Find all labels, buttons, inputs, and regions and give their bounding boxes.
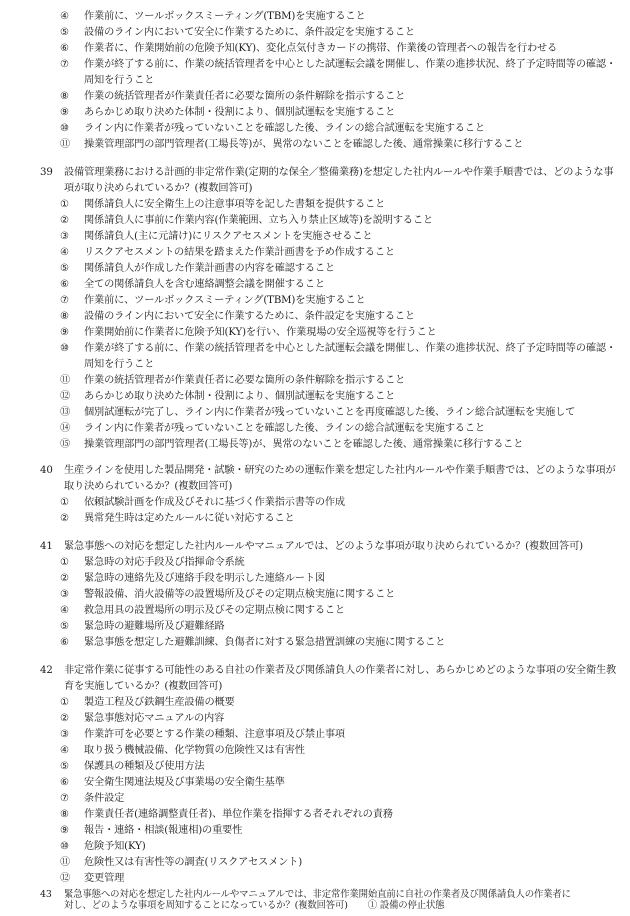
list-item: ⑦ 作業が終了する前に、作業の統括管理者を中心とした試運転会議を開催し、作業の進捗状況、終了予定時間等の確認・ xyxy=(60,59,616,70)
list-item: ⑩ 作業が終了する前に、作業の統括管理者を中心とした試運転会議を開催し、作業の進捗状況、終了予定時間等の確認・ xyxy=(60,343,616,354)
list-item: ⑫ 変更管理 xyxy=(60,873,125,884)
question-39: 39 設備管理業務における計画的非定常作業(定期的な保全／整備業務)を想定した社内ルールや作業手順書では、どのような事 xyxy=(40,167,614,178)
list-item: ① 設備の停止状態 xyxy=(367,900,445,911)
list-item: ⑫ あらかじめ取り決めた体制・役割により、個別試運転を実施すること xyxy=(60,391,396,402)
list-item: ⑪ 危険性又は有害性等の調査(リスクアセスメント) xyxy=(60,857,303,868)
list-item: ⑥ 全ての関係請負人を含む連絡調整会議を開催すること xyxy=(60,279,325,290)
list-item: ⑩ 危険予知(KY) xyxy=(60,841,146,852)
question-40: 40 生産ラインを使用した製品開発・試験・研究のための運転作業を想定した社内ルールや作業手順書では、どのような事項が xyxy=(40,465,616,476)
list-item: ⑩ ライン内に作業者が残っていないことを確認した後、ラインの総合試運転を実施すること xyxy=(60,123,485,134)
list-item: ③ 作業許可を必要とする作業の種類、注意事項及び禁止事項 xyxy=(60,729,345,740)
list-item: ④ 救急用具の設置場所の明示及びその定期点検に関すること xyxy=(60,605,345,616)
list-item: ⑨ 報告・連絡・相談(報連相)の重要性 xyxy=(60,825,243,836)
list-item: ⑤ 保護具の種類及び使用方法 xyxy=(60,761,205,772)
list-item: ① 依頼試験計画を作成及びそれに基づく作業指示書等の作成 xyxy=(60,497,345,508)
list-item-continuation: 周知を行うこと xyxy=(84,359,155,370)
question-42: 42 非定常作業に従事する可能性のある自社の作業者及び関係請負人の作業者に対し、あらかじめどのような事項の安全衛生教 xyxy=(40,665,617,676)
question-43-continuation: 対し、どのような事項を周知することになっているか？(複数回答可) ① 設備の停止状態 xyxy=(64,900,445,911)
list-item: ④ リスクアセスメントの結果を踏まえた作業計画書を予め作成すること xyxy=(60,247,395,258)
list-item: ② 異常発生時は定めたルールに従い対応すること xyxy=(60,513,295,524)
list-item: ⑨ あらかじめ取り決めた体制・役割により、個別試運転を実施すること xyxy=(60,107,396,118)
question-43: 43 緊急事態への対応を想定した社内ルールやマニュアルでは、非定常作業開始直前に自社の作業者及び関係請負人の作業者に xyxy=(40,889,571,900)
list-item: ⑦ 作業前に、ツールボックスミーティング(TBM)を実施すること xyxy=(60,295,366,306)
list-item: ⑥ 作業者に、作業開始前の危険予知(KY)、変化点気付きカードの携帯、作業後の管理者への報告を行わせる xyxy=(60,43,558,54)
list-item: ⑤ 緊急時の避難場所及び避難経路 xyxy=(60,621,225,632)
question-39-continuation: 項が取り決められているか？(複数回答可) xyxy=(64,183,253,194)
list-item: ③ 警報設備、消火設備等の設置場所及びその定期点検実施に関すること xyxy=(60,589,396,600)
list-item: ① 緊急時の対応手段及び指揮命令系統 xyxy=(60,557,245,568)
list-item: ⑪ 操業管理部門の部門管理者(工場長等)が、異常のないことを確認した後、通常操業に移行すること xyxy=(60,139,524,150)
question-40-continuation: 取り決められているか？(複数回答可) xyxy=(64,481,233,492)
list-item: ② 関係請負人に事前に作業内容(作業範囲、立ち入り禁止区域等)を説明すること xyxy=(60,215,433,226)
list-item: ③ 関係請負人(主に元請け)にリスクアセスメントを実施させること xyxy=(60,231,373,242)
list-item: ⑤ 設備のライン内において安全に作業するために、条件設定を実施すること xyxy=(60,27,415,38)
list-item: ⑧ 作業責任者(連絡調整責任者)、単位作業を指揮する者それぞれの責務 xyxy=(60,809,393,820)
list-item-continuation: 周知を行うこと xyxy=(84,75,155,86)
list-item: ① 製造工程及び鉄鋼生産設備の概要 xyxy=(60,697,235,708)
list-item: ⑬ 個別試運転が完了し、ライン内に作業者が残っていないことを再度確認した後、ライン総合試運転を実施して xyxy=(60,407,576,418)
question-41: 41 緊急事態への対応を想定した社内ルールやマニュアルでは、どのような事項が取り決められているか？(複数回答可) xyxy=(40,541,583,552)
list-item: ⑧ 設備のライン内において安全に作業するために、条件設定を実施すること xyxy=(60,311,415,322)
list-item: ② 緊急時の連絡先及び連絡手段を明示した連絡ルート図 xyxy=(60,573,325,584)
list-item: ⑮ 操業管理部門の部門管理者(工場長等)が、異常のないことを確認した後、通常操業に移行すること xyxy=(60,439,524,450)
list-item: ⑥ 緊急事態を想定した避難訓練、負傷者に対する緊急措置訓練の実施に関すること xyxy=(60,637,446,648)
list-item: ⑨ 作業開始前に作業者に危険予知(KY)を行い、作業現場の安全巡視等を行うこと xyxy=(60,327,437,338)
list-item: ① 関係請負人に安全衛生上の注意事項等を記した書類を提供すること xyxy=(60,199,386,210)
list-item: ⑥ 安全衛生関連法規及び事業場の安全衛生基準 xyxy=(60,777,285,788)
list-item: ⑭ ライン内に作業者が残っていないことを確認した後、ラインの総合試運転を実施すること xyxy=(60,423,485,434)
question-42-continuation: 育を実施しているか？(複数回答可) xyxy=(64,681,223,692)
list-item: ⑪ 作業の統括管理者が作業責任者に必要な箇所の条件解除を指示すること xyxy=(60,375,406,386)
list-item: ⑤ 関係請負人が作成した作業計画書の内容を確認すること xyxy=(60,263,335,274)
list-item: ④ 作業前に、ツールボックスミーティング(TBM)を実施すること xyxy=(60,11,366,22)
list-item: ⑧ 作業の統括管理者が作業責任者に必要な箇所の条件解除を指示すること xyxy=(60,91,406,102)
list-item: ② 緊急事態対応マニュアルの内容 xyxy=(60,713,225,724)
list-item: ④ 取り扱う機械設備、化学物質の危険性又は有害性 xyxy=(60,745,305,756)
list-item: ⑦ 条件設定 xyxy=(60,793,125,804)
